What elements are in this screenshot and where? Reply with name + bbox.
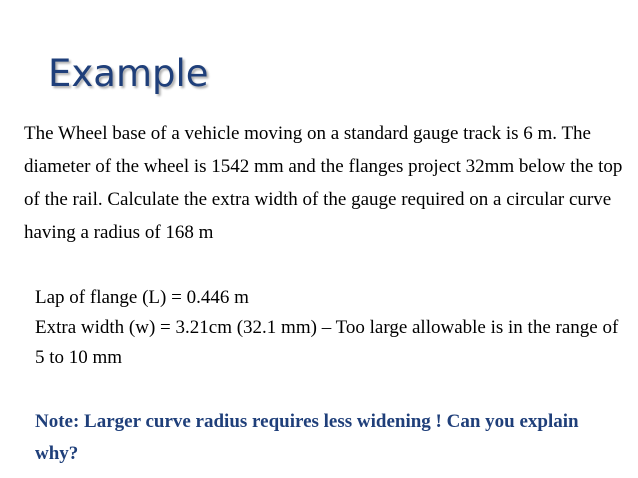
slide-title: Example	[48, 52, 209, 95]
solution-block	[35, 283, 630, 373]
problem-statement: The Wheel base of a vehicle moving on a standard gauge track is 6 m. The diameter of the wheel is 1542 mm and the flanges project 32mm below the top of the rail. Calculate the extra width of the gauge required on a circular curve having a radius of 168 m	[24, 123, 623, 243]
extra-width-result: Extra width (w) = 3.21cm (32.1 mm) – Too large allowable is in the range of 5 to 10 mm	[35, 317, 619, 368]
lap-of-flange-result: Lap of flange (L) = 0.446 m	[35, 287, 249, 308]
note-text: Note: Larger curve radius requires less widening ! Can you explain why?	[35, 411, 579, 464]
